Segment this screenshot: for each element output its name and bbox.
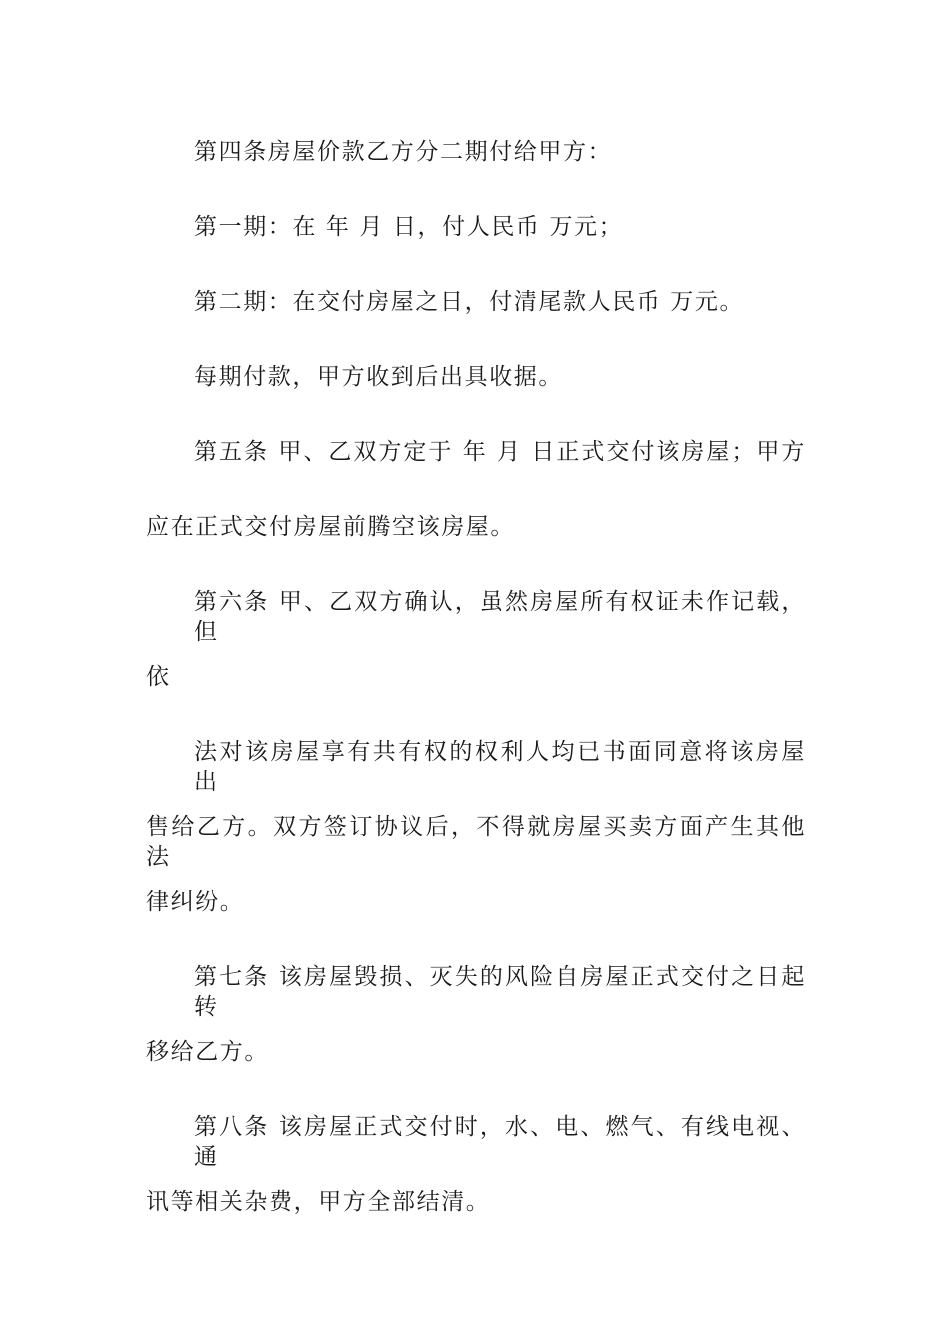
text-line-article-8: 第八条 该房屋正式交付时，水、电、燃气、有线电视、通 — [194, 1114, 806, 1170]
text-line-article-6-cont-c: 售给乙方。双方签订协议后，不得就房屋买卖方面产生其他法 — [146, 814, 806, 870]
text-line-article-6-cont-b: 法对该房屋享有共有权的权利人均已书面同意将该房屋出 — [194, 739, 806, 795]
text-line-article-7-cont: 移给乙方。 — [146, 1039, 269, 1065]
text-line-article-4: 第四条房屋价款乙方分二期付给甲方： — [194, 139, 613, 165]
text-line-phase-2: 第二期：在交付房屋之日，付清尾款人民币 万元。 — [194, 289, 745, 315]
text-line-phase-1: 第一期：在 年 月 日，付人民币 万元； — [194, 214, 624, 240]
text-line-receipt: 每期付款，甲方收到后出具收据。 — [194, 364, 563, 390]
text-line-article-6-cont-a: 依 — [146, 664, 171, 690]
text-line-article-7: 第七条 该房屋毁损、灭失的风险自房屋正式交付之日起转 — [194, 964, 806, 1020]
text-line-article-6: 第六条 甲、乙双方确认，虽然房屋所有权证未作记载，但 — [194, 589, 806, 645]
text-line-article-5: 第五条 甲、乙双方定于 年 月 日正式交付该房屋；甲方 — [194, 439, 806, 465]
text-line-article-6-cont-d: 律纠纷。 — [146, 889, 245, 915]
text-line-article-5-cont: 应在正式交付房屋前腾空该房屋。 — [146, 514, 515, 540]
text-line-article-8-cont: 讯等相关杂费，甲方全部结清。 — [146, 1189, 491, 1215]
